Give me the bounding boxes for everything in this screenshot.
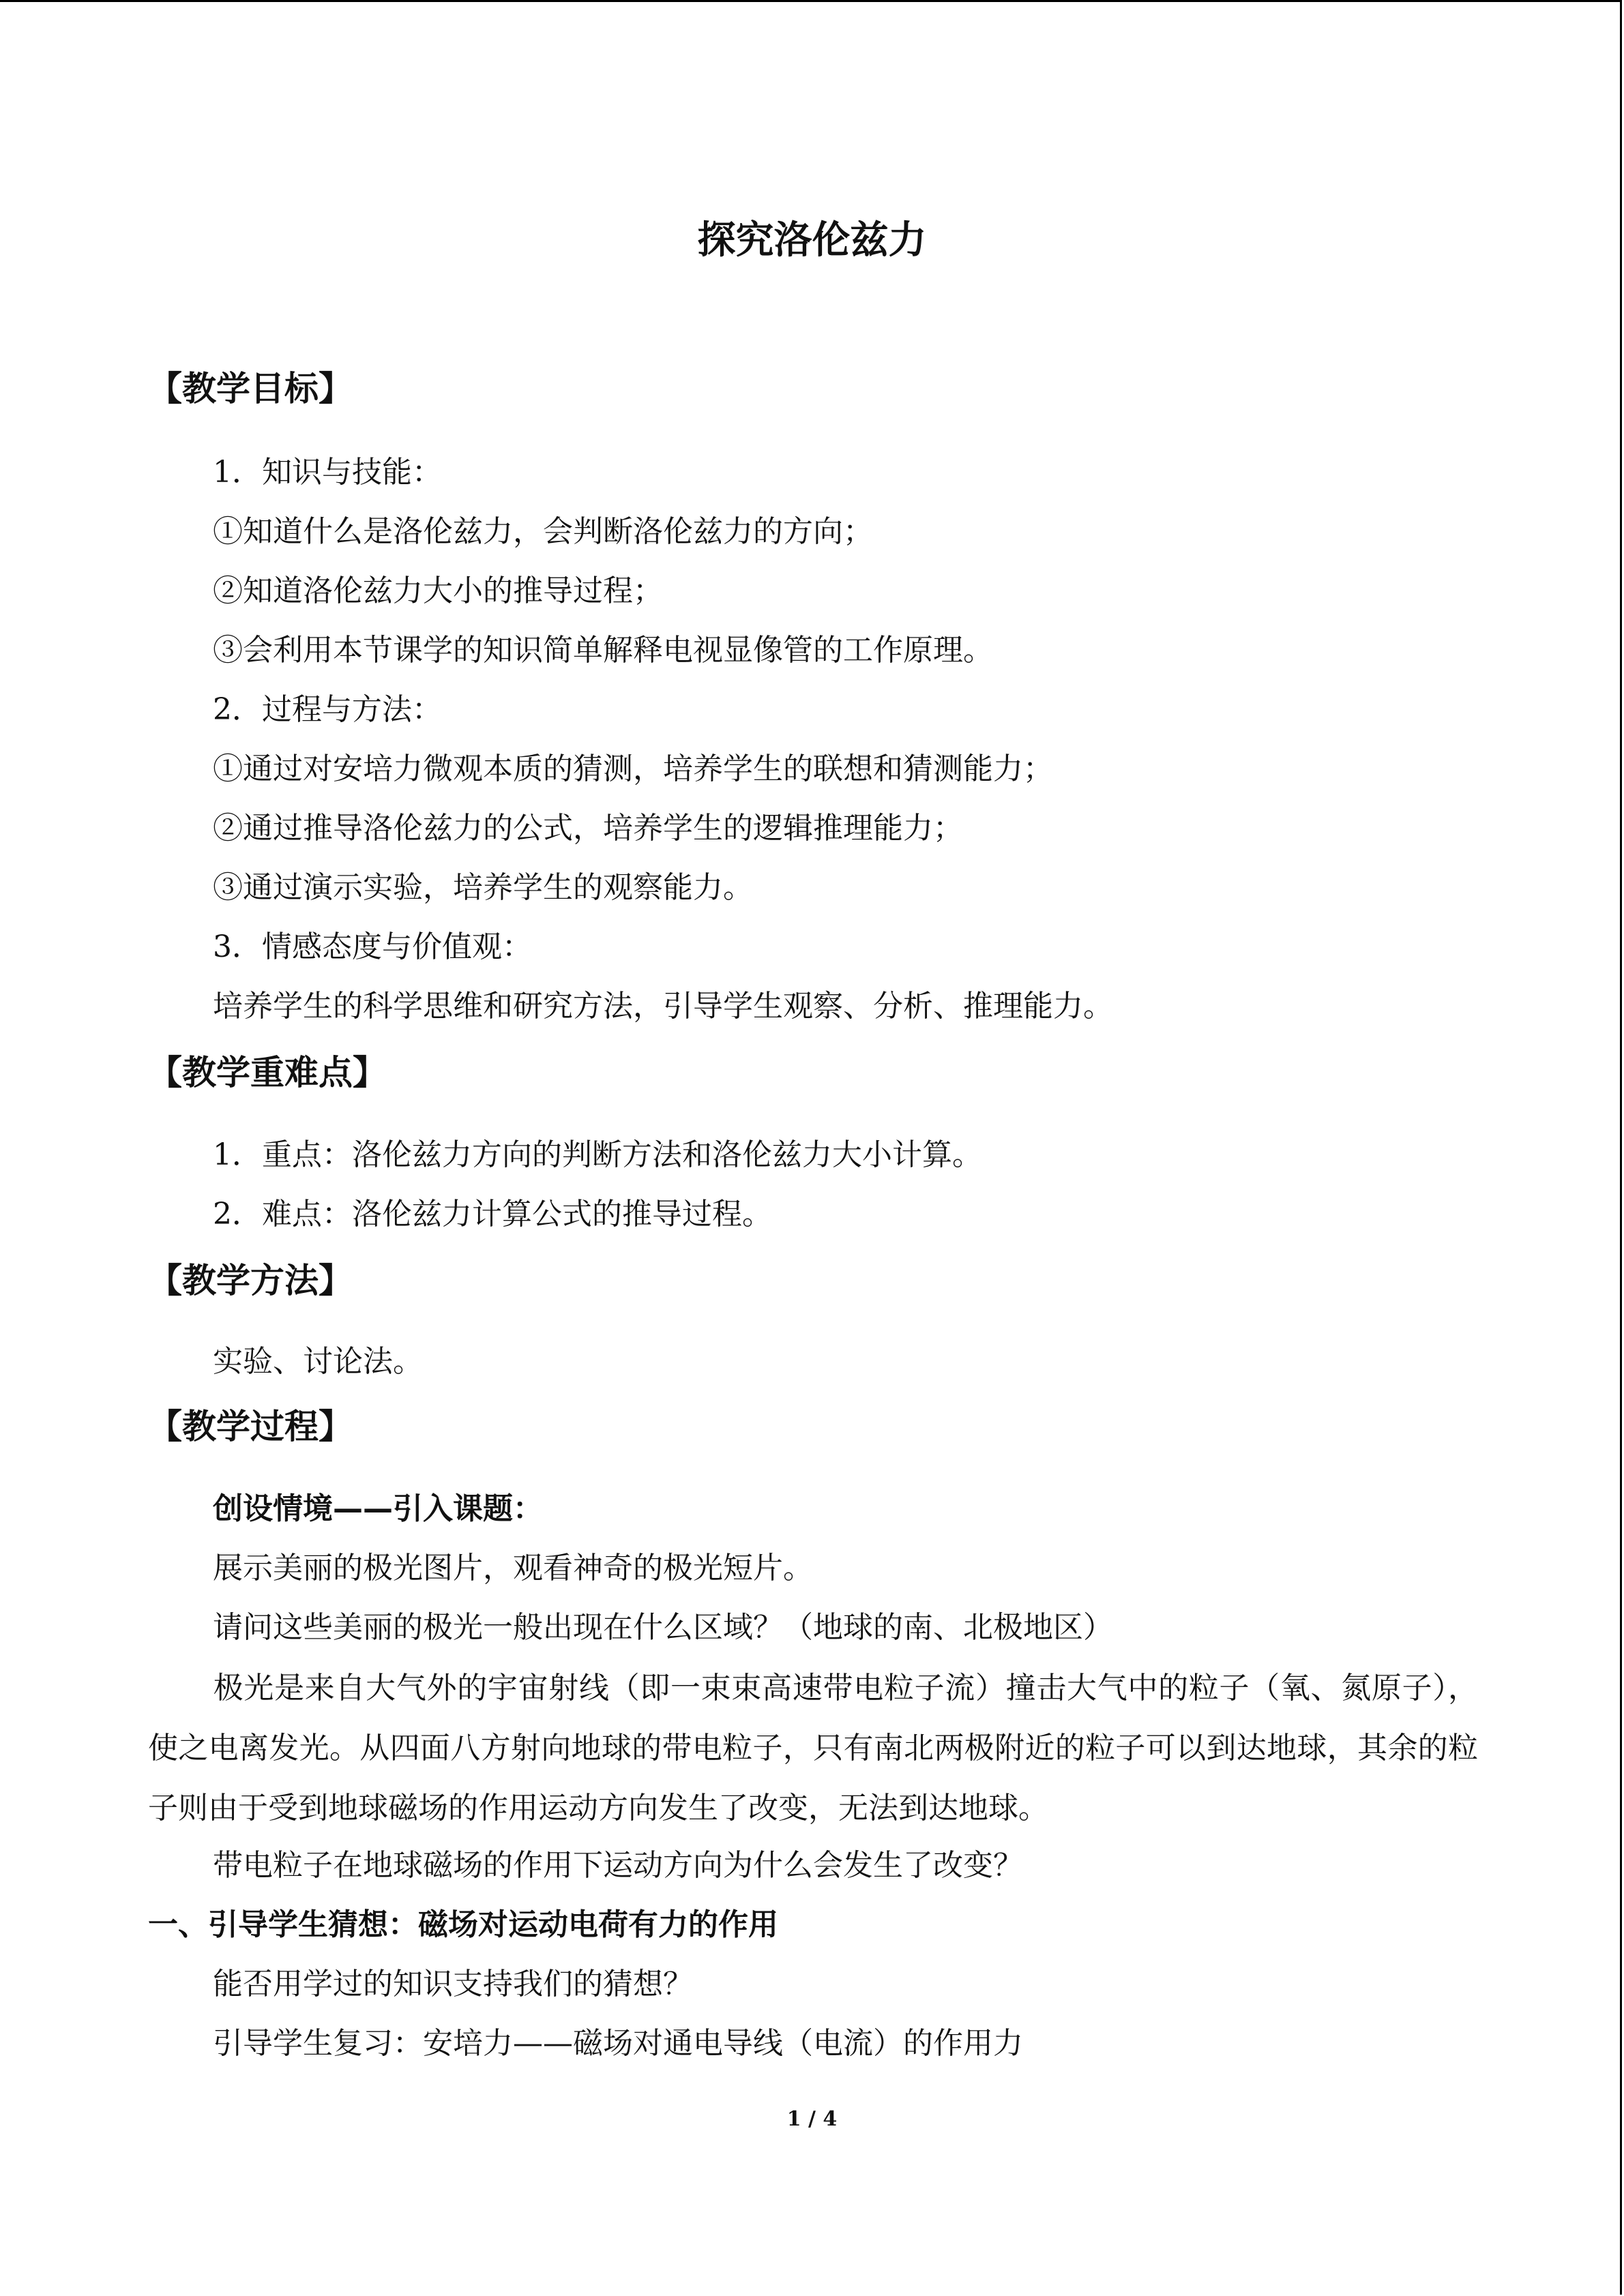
objective-line: ①知道什么是洛伦兹力，会判断洛伦兹力的方向； bbox=[213, 514, 873, 549]
question-line: 带电粒子在地球磁场的作用下运动方向为什么会发生了改变？ bbox=[213, 1848, 1023, 1883]
aurora-paragraph-text: 极光是来自大气外的宇宙射线（即一束束高速带电粒子流）撞击大气中的粒子（氧、氮原子），使之电离发光。从四面八方射向地球的带电粒子，只有南北两极附近的粒子可以到达地球，其余的粒子则由于受到地球磁场的作用运动方向发生了改变，无法到达地球。 bbox=[148, 1671, 1478, 1825]
method-line: 实验、讨论法。 bbox=[213, 1344, 423, 1379]
key-point-line: 2．难点：洛伦兹力计算公式的推导过程。 bbox=[213, 1197, 772, 1232]
key-point-line: 1．重点：洛伦兹力方向的判断方法和洛伦兹力大小计算。 bbox=[213, 1137, 982, 1172]
document-title: 探究洛伦兹力 bbox=[697, 218, 927, 263]
intro-line: 请问这些美丽的极光一般出现在什么区域？（地球的南、北极地区） bbox=[213, 1610, 1113, 1645]
objective-line: 培养学生的科学思维和研究方法，引导学生观察、分析、推理能力。 bbox=[213, 989, 1113, 1024]
heading-objectives: 【教学目标】 bbox=[148, 369, 353, 408]
heading-key-points: 【教学重难点】 bbox=[148, 1053, 387, 1092]
section-one-line: 能否用学过的知识支持我们的猜想？ bbox=[213, 1967, 693, 2001]
page-number: 1 / 4 bbox=[786, 2107, 838, 2131]
heading-process: 【教学过程】 bbox=[148, 1407, 353, 1446]
objective-line: 2．过程与方法： bbox=[213, 692, 442, 727]
section-one-line: 引导学生复习：安培力——磁场对通电导线（电流）的作用力 bbox=[213, 2026, 1023, 2061]
objective-line: 3．情感态度与价值观： bbox=[213, 929, 532, 964]
objective-line: ③通过演示实验，培养学生的观察能力。 bbox=[213, 870, 753, 905]
objective-line: ③会利用本节课学的知识简单解释电视显像管的工作原理。 bbox=[213, 633, 993, 668]
objective-line: ②通过推导洛伦兹力的公式，培养学生的逻辑推理能力； bbox=[213, 811, 963, 846]
section-one-title: 一、引导学生猜想：磁场对运动电荷有力的作用 bbox=[148, 1907, 778, 1942]
objective-line: 1．知识与技能： bbox=[213, 455, 442, 490]
aurora-paragraph bbox=[148, 1658, 1478, 1838]
objective-line: ②知道洛伦兹力大小的推导过程； bbox=[213, 573, 663, 608]
objective-line: ①通过对安培力微观本质的猜测，培养学生的联想和猜测能力； bbox=[213, 751, 1053, 786]
intro-title: 创设情境——引入课题： bbox=[213, 1491, 543, 1526]
intro-line: 展示美丽的极光图片，观看神奇的极光短片。 bbox=[213, 1551, 813, 1585]
heading-methods: 【教学方法】 bbox=[148, 1261, 353, 1300]
